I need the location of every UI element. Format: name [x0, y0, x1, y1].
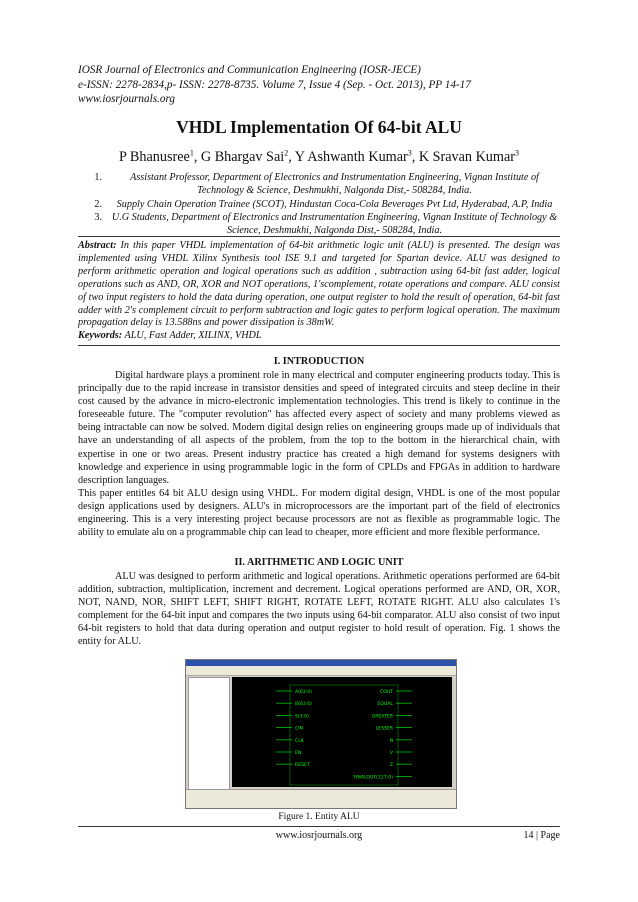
author: K Sravan Kumar$^3$	[418, 148, 519, 165]
journal-url: www.iosrjournals.org	[78, 93, 175, 105]
introduction-body	[78, 369, 560, 539]
figure-caption: Figure 1. Entity ALU	[278, 812, 360, 822]
paragraph: ALU was designed to perform arithmetic and logical operations. Arithmetic operations performed are 64-bit addition, subtraction, multiplication, increment and decrement. Logical operations performed are AND, OR, XOR, NOT, NAND, NOR, SHIFT LEFT, SHIFT RIGHT, ROTATE LEFT, ROTATE RIGHT. ALU also calculates 1's complement for the 64-bit input and compares the two inputs using 64-bit comparator. ALU also consist of two input 64-bit registers to hold that data during operation and output register to hold result of operation. Fig. 1 shows the entity for ALU.	[78, 571, 560, 648]
author: Y Ashwanth Kumar$^3$,	[294, 148, 419, 165]
journal-name: IOSR Journal of Electronics and Communication Engineering (IOSR-JECE)	[78, 64, 421, 76]
pin-label: Z	[389, 763, 393, 769]
pin-label: GREATER	[371, 714, 393, 720]
pin-label: B(63:0)	[295, 702, 313, 708]
entity-box	[290, 685, 398, 785]
journal-header	[78, 63, 568, 107]
affiliations	[78, 171, 560, 237]
author: P Bhanusree$^1$,	[119, 148, 201, 165]
entity-schematic	[232, 677, 452, 787]
schematic-canvas	[232, 677, 452, 787]
abstract	[78, 236, 560, 346]
keywords-label: Keywords:	[78, 330, 123, 342]
sources-panel	[188, 677, 230, 791]
author-list	[0, 148, 638, 166]
footer-rule	[78, 826, 560, 827]
keywords-text: ALU, Fast Adder, XILINX, VHDL	[122, 330, 262, 342]
section-heading-introduction: I. INTRODUCTION	[273, 356, 365, 367]
section-heading-alu: II. ARITHMETIC AND LOGIC UNIT	[234, 557, 404, 568]
figure-entity-alu	[185, 659, 457, 809]
pin-label: FINALOUT(127:0)	[353, 775, 393, 781]
pin-label: CIN	[295, 726, 303, 732]
page-number: 14 | Page	[523, 830, 560, 841]
pin-label: N	[389, 738, 393, 744]
abstract-text: In this paper VHDL implementation of 64-bit arithmetic logic unit (ALU) is presented. The design was implemented using VHDL Xilinx Synthesis tool ISE 9.1 and targeted for Spartan device. ALU was designed to perform arithmetic operation and logical operations such as addition , subtraction using 64-bit fast adder, logical operations such as AND, OR, XOR and NOT operations, 1'scomplement, rotate operations and compare. ALU consist of two input registers to hold the data during operation, one output register to hold the result of operation, 64-bit fast adder with 2's complement circuit to perform subtraction and logic gates to perform logical operation. The maximum propagation delay is 13.588ns and power dissipation is 38mW.	[78, 240, 560, 329]
pin-label: CLK	[295, 738, 304, 744]
alu-body	[78, 570, 560, 649]
paragraph: This paper entitles 64 bit ALU design using VHDL. For modern digital design, VHDL is one of the most popular design applications used by designers. ALU's in microprocessors are the important part of the field of electronics engineering. This is a very interesting project because processors are not as flexible as programmable logic. The ability to emulate alu on a programmable chip can lead to cheaper, more efficient and more flexible performance.	[78, 487, 560, 539]
journal-issn: e-ISSN: 2278-2834,p- ISSN: 2278-8735. Volume 7, Issue 4 (Sep. - Oct. 2013), PP 14-17	[78, 78, 471, 91]
author: G Bhargav Sai$^2$,	[200, 148, 295, 165]
paragraph: Digital hardware plays a prominent role in many electrical and computer engineering products today. This is principally due to the rapid increase in transistor densities and speed of integrated circuits and steep decline in their cost caused by the advance in micro-electronic implementation technologies. This trend is likely to continue in the foreseeable future. The "computer revolution" has affected every aspect of society and many problems viewed as being intractable can now be solved. Modern digital design relies on engineering groups made up of individuals that have an understanding of all aspects of the problem, from the top to the bottom in the hierarchical chain, with expertise in one or two areas. Present industry practice has created a high demand for systems designers with knowledge and experience in using programmable logic in the form of CPLDs and FPGAs in addition to hardware description languages.	[78, 370, 560, 486]
pin-label: RESET	[295, 763, 310, 769]
window-menubar	[186, 666, 456, 676]
pin-label: EQUAL	[377, 702, 393, 708]
abstract-label: Abstract:	[78, 240, 117, 251]
paper-title: VHDL Implementation Of 64-bit ALU	[176, 117, 462, 137]
pin-label: A(63:0)	[295, 690, 313, 695]
footer-url: www.iosrjournals.org	[275, 830, 363, 841]
affiliation: 2. Supply Chain Operation Trainee (SCOT), Hindustan Coca-Cola Beverages Pvt Ltd, Hyderabad, A.P, India	[94, 198, 553, 210]
pin-label: LESSER	[375, 726, 393, 732]
window-statusbar	[186, 789, 456, 808]
pin-label: COUT	[380, 690, 393, 695]
pin-label: EN	[295, 751, 302, 756]
pin-label: S(3:0)	[295, 714, 309, 720]
affiliation: 3. U.G Students, Department of Electronics and Instrumentation Engineering, Vignan Institute of Technology & Science, Deshmukhi, Nalgonda Dist,- 508284, India.	[94, 211, 558, 237]
affiliation: 1. Assistant Professor, Department of Electronics and Instrumentation Engineering, Vignan Institute of Technology & Science, Deshmukhi, Nalgonda Dist,- 508284, India.	[94, 172, 539, 197]
pin-label: V	[389, 751, 393, 756]
